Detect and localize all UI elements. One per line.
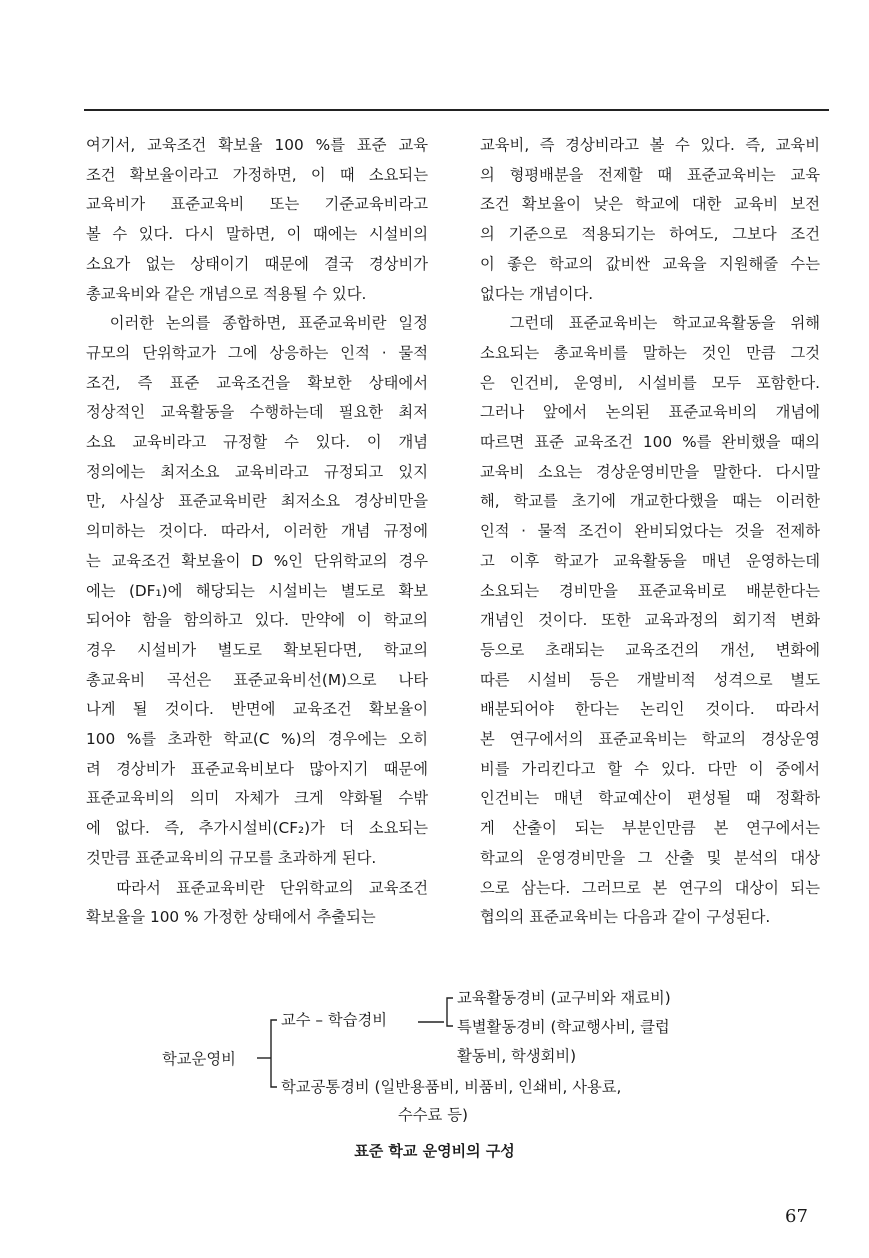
left-text-line: 정의에는 최저소요 교육비라고 규정되고 있지: [86, 462, 428, 481]
right-text-line: 교육비, 즉 경상비라고 볼 수 있다. 즉, 교육비: [480, 136, 820, 154]
right-text-line: 이 좋은 학교의 값비싼 교육을 지원해줄 수는: [480, 254, 820, 273]
right-text-line: 없다는 개념이다.: [480, 284, 594, 303]
left-text-line: 여기서, 교육조건 확보율 100 %를 표준 교육: [86, 136, 428, 154]
right-text-line: 본 연구에서의 표준교육비는 학교의 경상운영: [480, 730, 820, 749]
left-text-line: 소요가 없는 상태이기 때문에 결국 경상비가: [86, 254, 428, 273]
diagram-leaf-activity: 교육활동경비 (교구비와 재료비): [457, 989, 671, 1007]
diagram-branch-common: 학교공통경비 (일반용품비, 비품비, 인쇄비, 사용료,: [281, 1078, 622, 1096]
left-text-line: 100 %를 초과한 학교(C %)의 경우에는 오히: [86, 730, 428, 749]
right-text-line: 그러나 앞에서 논의된 표준교육비의 개념에: [480, 403, 820, 422]
right-text-line: 게 산출이 되는 부분인만큼 본 연구에서는: [480, 819, 820, 838]
right-text-line: 고 이후 학교가 교육활동을 매년 운영하는데: [480, 551, 820, 570]
left-text-line: 것만큼 표준교육비의 규모를 초과하게 된다.: [86, 848, 377, 867]
left-text-line: 려 경상비가 표준교육비보다 많아지기 때문에: [86, 759, 428, 778]
left-text-line: 소요 교육비라고 규정할 수 있다. 이 개념: [86, 433, 428, 452]
right-text-line: 학교의 운영경비만을 그 산출 및 분석의 대상: [480, 848, 820, 867]
right-text-line: 소요되는 경비만을 표준교육비로 배분한다는: [480, 581, 820, 600]
left-text-line: 교육비가 표준교육비 또는 기준교육비라고: [86, 195, 428, 214]
right-text-line: 배분되어야 한다는 논리인 것이다. 따라서: [480, 700, 820, 719]
left-text-line: 이러한 논의를 종합하면, 표준교육비란 일정: [86, 314, 428, 333]
diagram-branch-teaching: 교수 – 학습경비: [281, 1011, 388, 1029]
right-text-line: 따르면 표준 교육조건 100 %를 완비했을 때의: [480, 433, 820, 452]
diagram-root: 학교운영비: [162, 1050, 236, 1068]
right-text-line: 개념인 것이다. 또한 교육과정의 회기적 변화: [480, 611, 820, 630]
left-text-line: 의미하는 것이다. 따라서, 이러한 개념 규정에: [86, 522, 428, 541]
left-text-line: 에 없다. 즉, 추가시설비(CF₂)가 더 소요되는: [86, 819, 428, 838]
left-text-line: 규모의 단위학교가 그에 상응하는 인적 · 물적: [86, 343, 428, 362]
right-text-line: 해, 학교를 초기에 개교한다했을 때는 이러한: [480, 492, 820, 511]
left-text-line: 총교육비와 같은 개념으로 적용될 수 있다.: [86, 284, 367, 303]
left-text-line: 경우 시설비가 별도로 확보된다면, 학교의: [86, 640, 428, 659]
right-text-line: 그런데 표준교육비는 학교교육활동을 위해: [480, 314, 820, 333]
left-text-line: 에는 (DF₁)에 해당되는 시설비는 별도로 확보: [86, 581, 428, 600]
right-text-line: 조건 확보율이 낮은 학교에 대한 교육비 보전: [480, 195, 820, 214]
right-text-line: 인건비는 매년 학교예산이 편성될 때 정확하: [480, 789, 820, 808]
right-text-line: 의 기준으로 적용되기는 하여도, 그보다 조건: [480, 225, 820, 244]
right-text-line: 으로 삼는다. 그러므로 본 연구의 대상이 되는: [480, 878, 820, 897]
left-text-line: 되어야 함을 함의하고 있다. 만약에 이 학교의: [86, 611, 428, 630]
right-text-line: 소요되는 총교육비를 말하는 것인 만큼 그것: [480, 343, 820, 362]
right-text-line: 등으로 초래되는 교육조건의 개선, 변화에: [480, 640, 820, 659]
right-text-line: 따른 시설비 등은 개발비적 성격으로 별도: [480, 670, 820, 689]
left-text-line: 확보율을 100 % 가정한 상태에서 추출되는: [86, 908, 376, 927]
figure-caption: 표준 학교 운영비의 구성: [354, 1142, 515, 1160]
diagram-leaf-special: 특별활동경비 (학교행사비, 클럽: [457, 1018, 670, 1036]
left-text-line: 볼 수 있다. 다시 말하면, 이 때에는 시설비의: [86, 225, 428, 244]
right-text-line: 의 형평배분을 전제할 때 표준교육비는 교육: [480, 165, 820, 184]
left-text-line: 만, 사실상 표준교육비란 최저소요 경상비만을: [86, 492, 428, 511]
right-text-line: 은 인건비, 운영비, 시설비를 모두 포함한다.: [480, 373, 820, 392]
left-text-line: 나게 될 것이다. 반면에 교육조건 확보율이: [86, 700, 428, 719]
right-text-line: 인적 · 물적 조건이 완비되었다는 것을 전제하: [480, 522, 820, 541]
left-text-line: 정상적인 교육활동을 수행하는데 필요한 최저: [86, 403, 428, 422]
right-text-line: 교육비 소요는 경상운영비만을 말한다. 다시말: [480, 462, 820, 481]
left-text-line: 따라서 표준교육비란 단위학교의 교육조건: [86, 878, 428, 897]
right-text-line: 협의의 표준교육비는 다음과 같이 구성된다.: [480, 908, 771, 927]
left-text-line: 조건 확보율이라고 가정하면, 이 때 소요되는: [86, 165, 428, 184]
left-text-line: 총교육비 곡선은 표준교육비선(M)으로 나타: [86, 670, 428, 689]
diagram-leaf-special-cont: 활동비, 학생회비): [457, 1047, 577, 1065]
left-text-line: 조건, 즉 표준 교육조건을 확보한 상태에서: [86, 373, 428, 392]
left-text-line: 표준교육비의 의미 자체가 크게 약화될 수밖: [86, 789, 428, 808]
right-text-line: 비를 가리킨다고 할 수 있다. 다만 이 중에서: [480, 759, 820, 778]
page-number: 67: [785, 1206, 808, 1227]
left-text-line: 는 교육조건 확보율이 D %인 단위학교의 경우: [86, 551, 428, 570]
diagram-branch-common-cont: 수수료 등): [398, 1106, 468, 1124]
